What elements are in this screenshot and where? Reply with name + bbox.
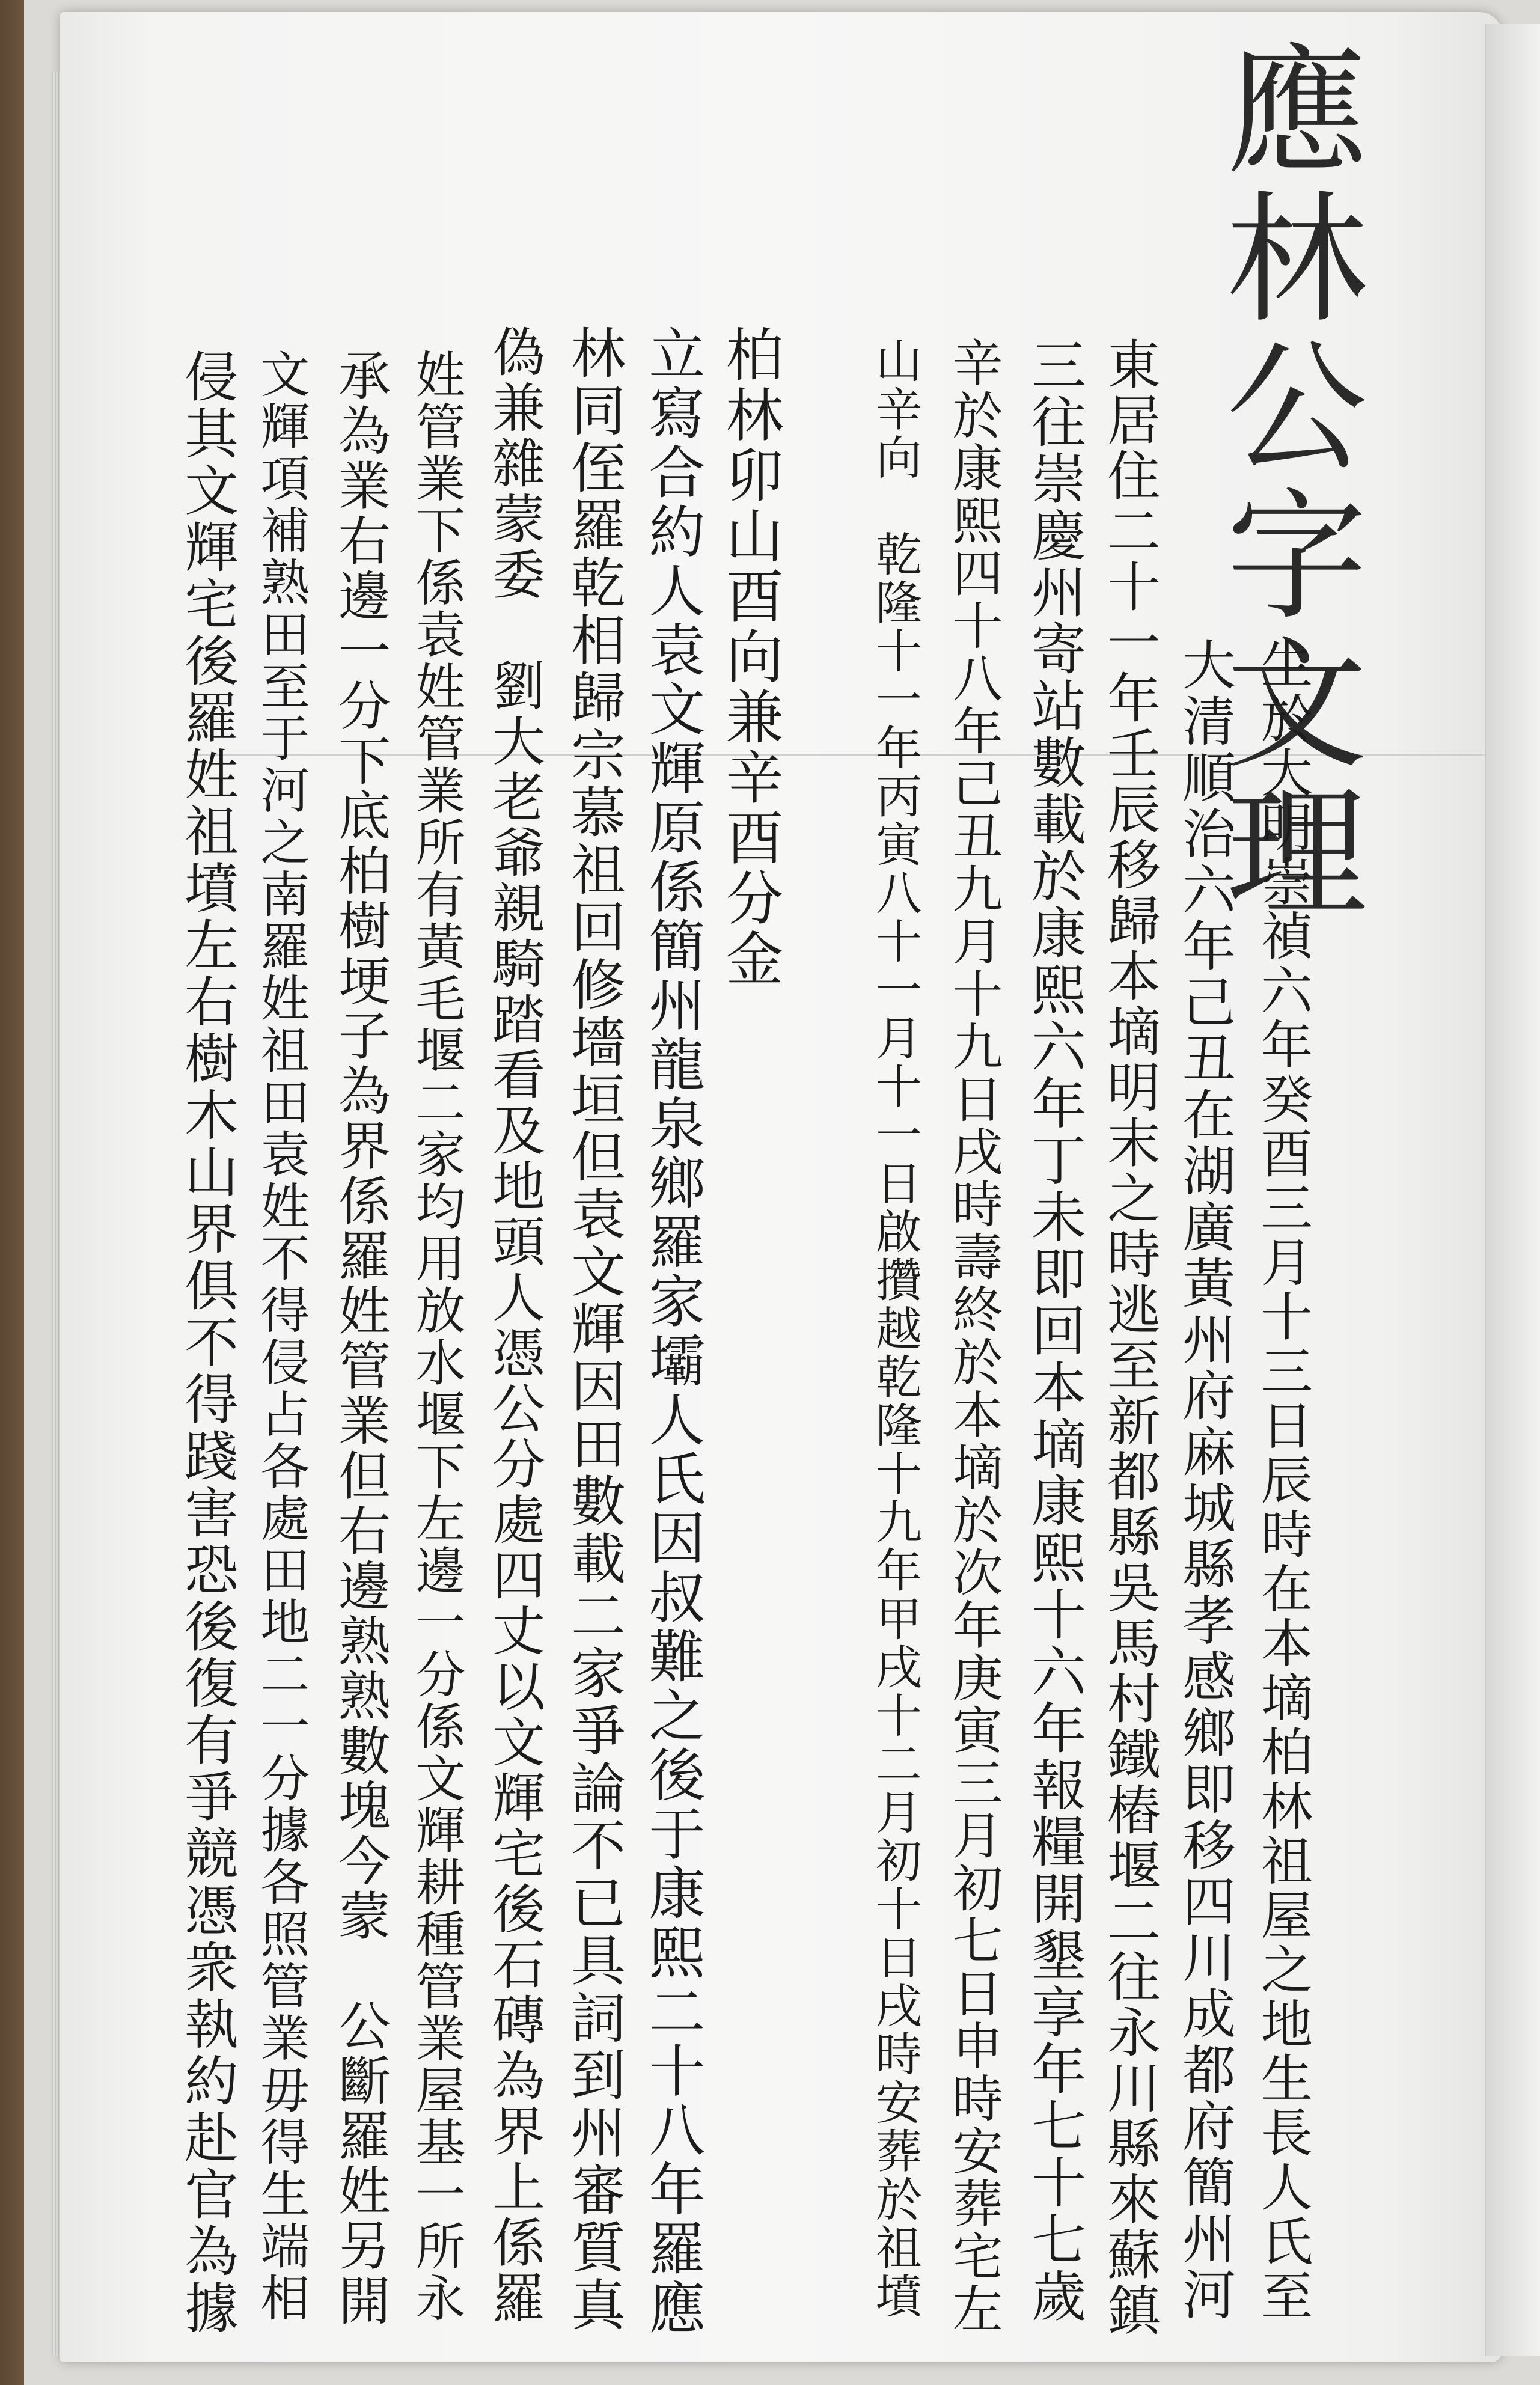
text-column-4: 三往崇慶州寄站數載於康熙六年丁未即回本墑康熙十六年報糧開墾享年七十七歲 xyxy=(1022,337,1086,2325)
page-title: 應林公字文理 xyxy=(1203,36,1367,927)
text-column-1: 生於大明崇禎六年癸酉三月十三日辰時在本墑柏林祖屋之地生長人氏至 xyxy=(1252,637,1312,2324)
text-column-8: 立寫合約人袁文輝原係簡州龍泉鄉羅家壩人氏因叔難之後于康熙二十八年羅應 xyxy=(639,325,704,2338)
text-column-9: 林同侄羅乾相歸宗慕祖回修墻垣但袁文輝因田數載二家爭論不已具詞到州審質真 xyxy=(562,325,625,2334)
genealogy-page xyxy=(60,12,1503,2362)
text-column-12: 承為業右邊一分下底柏樹埂子為界係羅姓管業但右邊熟熟數塊今蒙 公斷羅姓另開 xyxy=(329,349,391,2329)
next-page-edge xyxy=(1485,24,1540,2356)
text-column-11: 姓管業下係袁姓管業所有黃毛堰二家均用放水堰下左邊一分係文輝耕種管業屋基一所永 xyxy=(407,349,465,2324)
text-column-3: 東居住二十一年壬辰移歸本墑明末之時逃至新都縣吳馬村鐵樁堰二往永川縣來蘇鎮 xyxy=(1099,337,1161,2338)
page-stack xyxy=(24,0,1540,2385)
text-column-13: 文輝項補熟田至于河之南羅姓祖田袁姓不得侵占各處田地二一分據各照管業毋得生端相 xyxy=(252,349,310,2324)
text-column-6: 山辛向 乾隆十一年丙寅八十一月十一日啟攢越乾隆十九年甲戌十二月初十日戌時安葬於祖墳 xyxy=(868,337,921,2321)
text-column-5: 辛於康熙四十八年己丑九月十九日戌時壽終於本墑於次年庚寅三月初七日申時安葬宅左 xyxy=(944,337,1003,2335)
text-column-2: 大清順治六年己丑在湖廣黃州府麻城縣孝感鄉即移四川成都府簡州河 xyxy=(1174,637,1236,2323)
text-column-7: 柏林卯山酉向兼辛酉分金 xyxy=(717,325,784,989)
text-column-14: 侵其文輝宅後羅姓祖墳左右樹木山界俱不得踐害恐後復有爭競憑衆執約赴官為據 xyxy=(175,349,238,2337)
text-column-10: 偽兼雜蒙委 劉大老爺親騎踏看及地頭人憑公分處四丈以文輝宅後石磚為界上係羅 xyxy=(484,325,546,2326)
